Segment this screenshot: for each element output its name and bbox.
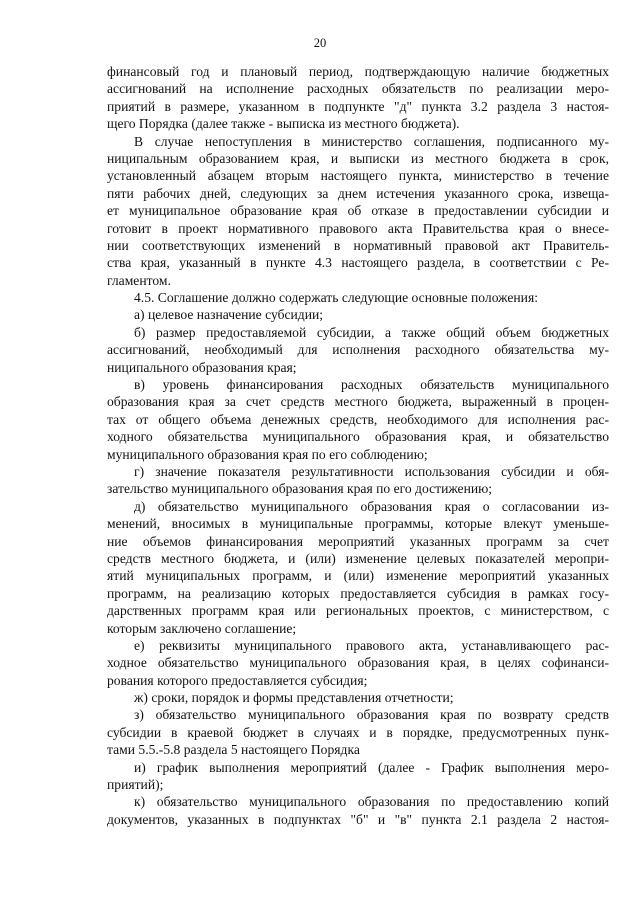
text-line: пяти рабочих дней, следующих за днем истечения указанного срока, извеща- [107,185,609,201]
text-line: д) обязательство муниципального образования края о согласовании из- [134,498,609,514]
text-line: и) график выполнения мероприятий (далее - График выполнения меро- [134,759,609,775]
page-body [107,63,609,828]
text-line: финансовый год и плановый период, подтверждающую наличие бюджетных [107,64,609,79]
text-line: В случае непоступления в министерство соглашения, подписанного му- [134,133,609,149]
text-line: установленный абзацем вторым настоящего пункта, министерство в течение [107,168,609,184]
text-line: которым заключено соглашение; [107,620,297,636]
text-line: ятий муниципальных программ, и (или) изменение мероприятий указанных [107,568,609,584]
text-line: рования которого предоставляется субсидия; [107,672,368,688]
text-line: тами 5.5.-5.8 раздела 5 настоящего Порядка [107,742,360,758]
text-line: субсидии в краевой бюджет в случаях и в порядке, предусмотренных пунк- [107,724,609,740]
text-line: ства края, указанный в пункте 4.3 настоящего раздела, в соответствии с Ре- [107,255,609,271]
page-number: 20 [313,36,327,50]
text-line: зательство муниципального образования края по его достижению; [107,481,493,497]
text-line: ниципальным образованием края, и выписки из местного бюджета в срок, [107,150,609,166]
text-line: ние объемов финансирования мероприятий указанных программ за счет [107,533,609,549]
text-line: ассигнований на исполнение расходных обязательств по реализации меро- [107,81,609,97]
text-line: дарственных программ края или региональных проектов, с министерством, с [107,603,609,619]
text-line: 4.5. Соглашение должно содержать следующие основные положения: [134,290,538,306]
text-line: документов, указанных в подпунктах "б" и "в" пункта 2.1 раздела 2 настоя- [107,811,609,827]
text-line: программ, на реализацию которых предоставляется субсидия в рамках госу- [107,585,609,601]
text-line: ходное обязательство муниципального образования края, в целях софинанси- [107,655,609,671]
text-line: г) значение показателя результативности использования субсидии и обя- [134,463,609,479]
text-line: образования края за счет средств местного бюджета, выраженный в процен- [107,394,609,410]
text-line: муниципального образования края по его соблюдению; [107,446,428,462]
text-line: приятий); [107,777,164,793]
text-line: ет муниципальное образование края об отказе в предоставлении субсидии и [107,203,609,219]
text-line: ж) сроки, порядок и формы представления отчетности; [134,690,454,706]
text-line: нии соответствующих изменений в нормативный правовой акт Правитель- [107,237,609,253]
text-line: менений, вносимых в муниципальные программы, которые влекут уменьше- [107,516,609,532]
text-line: б) размер предоставляемой субсидии, а также общий объем бюджетных [134,324,609,340]
text-line: з) обязательство муниципального образования края по возврату средств [134,707,609,723]
text-line: ниципального образования края; [107,359,297,375]
text-line: щего Порядка (далее также - выписка из местного бюджета). [107,116,460,132]
text-line: приятий в размере, указанном в подпункте "д" пункта 3.2 раздела 3 настоя- [107,98,609,114]
text-line: е) реквизиты муниципального правового акта, устанавливающего рас- [134,637,609,653]
text-line: средств местного бюджета, и (или) изменение целевых показателей меропри- [107,550,609,566]
text-line: а) целевое назначение субсидии; [134,307,324,323]
text-line: к) обязательство муниципального образования по предоставлению копий [134,794,609,810]
text-line: тах от общего объема денежных средств, необходимого для исполнения рас- [107,411,609,427]
text-line: в) уровень финансирования расходных обязательств муниципального [134,377,609,393]
text-line: готовит в проект нормативного правового акта Правительства края о внесе- [107,220,609,236]
text-line: ходного обязательства муниципального образования края, и обязательство [107,429,609,445]
text-line: гламентом. [107,272,171,288]
text-line: ассигнований, необходимый для исполнения расходного обязательства му- [107,342,609,358]
